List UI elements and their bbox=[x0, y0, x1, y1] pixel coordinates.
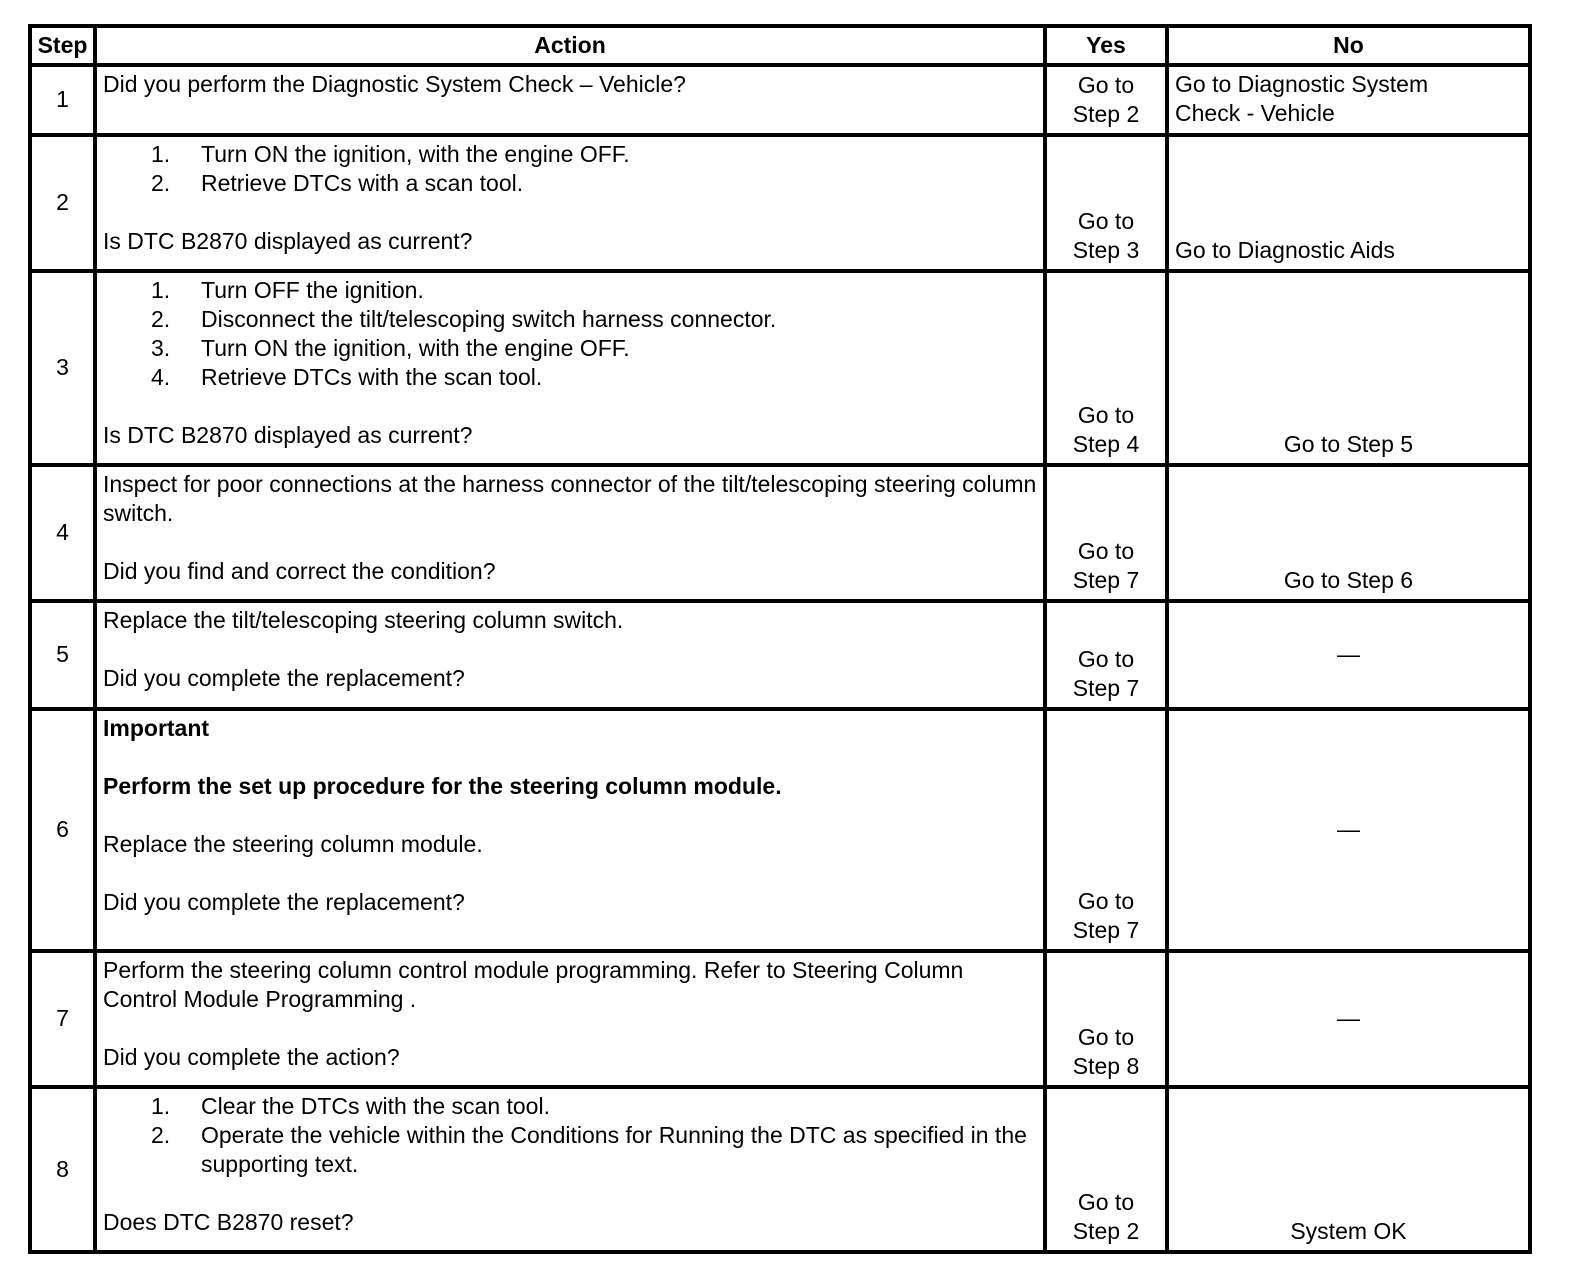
no-line: Go to Step 5 bbox=[1283, 431, 1414, 457]
action-cell bbox=[95, 465, 1045, 601]
question-text: Did you complete the action? bbox=[103, 1044, 400, 1070]
yes-cell bbox=[1045, 709, 1167, 951]
action-text: Inspect for poor connections at the harness connector of the tilt/telescoping steering column switch. bbox=[103, 471, 1037, 526]
step-number: 7 bbox=[30, 951, 95, 1087]
yes-line: Step 2 bbox=[1072, 101, 1140, 127]
yes-line: Step 7 bbox=[1072, 917, 1140, 943]
table-row bbox=[30, 271, 1530, 465]
step-number: 1 bbox=[30, 65, 95, 135]
no-cell bbox=[1167, 271, 1530, 465]
yes-line: Step 8 bbox=[1072, 1053, 1140, 1079]
step-number: 2 bbox=[30, 135, 95, 271]
step-number: 8 bbox=[30, 1087, 95, 1252]
question-text: Did you find and correct the condition? bbox=[103, 558, 496, 584]
procedure-list bbox=[103, 1092, 1037, 1179]
no-dash: — bbox=[1337, 816, 1360, 842]
no-line: Go to Diagnostic Aids bbox=[1175, 237, 1395, 263]
table-row bbox=[30, 951, 1530, 1087]
yes-cell bbox=[1045, 1087, 1167, 1252]
list-item: 2. Retrieve DTCs with a scan tool. bbox=[151, 170, 524, 196]
step-number: 4 bbox=[30, 465, 95, 601]
table-row bbox=[30, 1087, 1530, 1252]
yes-line: Go to bbox=[1077, 72, 1135, 98]
yes-cell bbox=[1045, 951, 1167, 1087]
yes-cell bbox=[1045, 135, 1167, 271]
yes-line: Step 7 bbox=[1072, 675, 1140, 701]
yes-cell bbox=[1045, 465, 1167, 601]
yes-line: Step 3 bbox=[1072, 237, 1140, 263]
question-text: Is DTC B2870 displayed as current? bbox=[103, 228, 473, 254]
header-yes: Yes bbox=[1045, 26, 1167, 65]
table-row bbox=[30, 65, 1530, 135]
no-line: Go to Step 6 bbox=[1283, 567, 1414, 593]
no-cell bbox=[1167, 1087, 1530, 1252]
procedure-list bbox=[103, 140, 1037, 198]
no-cell bbox=[1167, 135, 1530, 271]
no-cell bbox=[1167, 951, 1530, 1087]
yes-line: Step 7 bbox=[1072, 567, 1140, 593]
yes-line: Go to bbox=[1077, 538, 1135, 564]
action-cell bbox=[95, 271, 1045, 465]
table-row bbox=[30, 135, 1530, 271]
header-no: No bbox=[1167, 26, 1530, 65]
no-cell bbox=[1167, 709, 1530, 951]
table-row bbox=[30, 465, 1530, 601]
yes-line: Step 4 bbox=[1072, 431, 1140, 457]
question-text: Did you complete the replacement? bbox=[103, 889, 465, 915]
yes-line: Go to bbox=[1077, 402, 1135, 428]
list-item: 3. Turn ON the ignition, with the engine OFF. bbox=[151, 335, 630, 361]
yes-line: Go to bbox=[1077, 646, 1135, 672]
important-heading: Important bbox=[103, 715, 210, 741]
yes-cell bbox=[1045, 601, 1167, 709]
no-cell bbox=[1167, 465, 1530, 601]
table-row bbox=[30, 601, 1530, 709]
no-line: Go to Diagnostic System bbox=[1175, 71, 1429, 97]
step-number: 5 bbox=[30, 601, 95, 709]
table-row bbox=[30, 709, 1530, 951]
action-cell bbox=[95, 65, 1045, 135]
action-cell bbox=[95, 951, 1045, 1087]
list-item: 4. Retrieve DTCs with the scan tool. bbox=[151, 364, 543, 390]
header-action: Action bbox=[95, 26, 1045, 65]
no-cell bbox=[1167, 601, 1530, 709]
question-text: Does DTC B2870 reset? bbox=[103, 1209, 354, 1235]
yes-cell bbox=[1045, 271, 1167, 465]
no-line: Check - Vehicle bbox=[1175, 100, 1335, 126]
step-number: 6 bbox=[30, 709, 95, 951]
header-row bbox=[30, 26, 1530, 65]
action-text: Replace the steering column module. bbox=[103, 831, 483, 857]
procedure-list bbox=[103, 276, 1037, 392]
no-dash: — bbox=[1337, 641, 1360, 667]
diagnostic-table bbox=[28, 24, 1532, 1254]
yes-cell bbox=[1045, 65, 1167, 135]
list-item: 2. Operate the vehicle within the Conditions for Running the DTC as specified in the supporting text. bbox=[151, 1122, 1027, 1177]
action-cell bbox=[95, 1087, 1045, 1252]
action-cell bbox=[95, 709, 1045, 951]
no-cell bbox=[1167, 65, 1530, 135]
action-cell bbox=[95, 135, 1045, 271]
important-text: Perform the set up procedure for the steering column module. bbox=[103, 773, 782, 799]
no-line: System OK bbox=[1290, 1218, 1407, 1244]
yes-line: Step 2 bbox=[1072, 1218, 1140, 1244]
list-item: 1. Turn OFF the ignition. bbox=[151, 277, 424, 303]
action-text: Did you perform the Diagnostic System Check – Vehicle? bbox=[103, 71, 686, 97]
yes-line: Go to bbox=[1077, 1189, 1135, 1215]
yes-line: Go to bbox=[1077, 208, 1135, 234]
action-text: Replace the tilt/telescoping steering column switch. bbox=[103, 607, 624, 633]
action-cell bbox=[95, 601, 1045, 709]
header-step: Step bbox=[30, 26, 95, 65]
question-text: Is DTC B2870 displayed as current? bbox=[103, 422, 473, 448]
list-item: 1. Clear the DTCs with the scan tool. bbox=[151, 1093, 550, 1119]
list-item: 1. Turn ON the ignition, with the engine OFF. bbox=[151, 141, 630, 167]
step-number: 3 bbox=[30, 271, 95, 465]
list-item: 2. Disconnect the tilt/telescoping switch harness connector. bbox=[151, 306, 777, 332]
yes-line: Go to bbox=[1077, 1024, 1135, 1050]
yes-line: Go to bbox=[1077, 888, 1135, 914]
question-text: Did you complete the replacement? bbox=[103, 665, 465, 691]
no-dash: — bbox=[1337, 1005, 1360, 1031]
action-text: Perform the steering column control module programming. Refer to Steering Column Control Module Programming . bbox=[103, 957, 964, 1012]
